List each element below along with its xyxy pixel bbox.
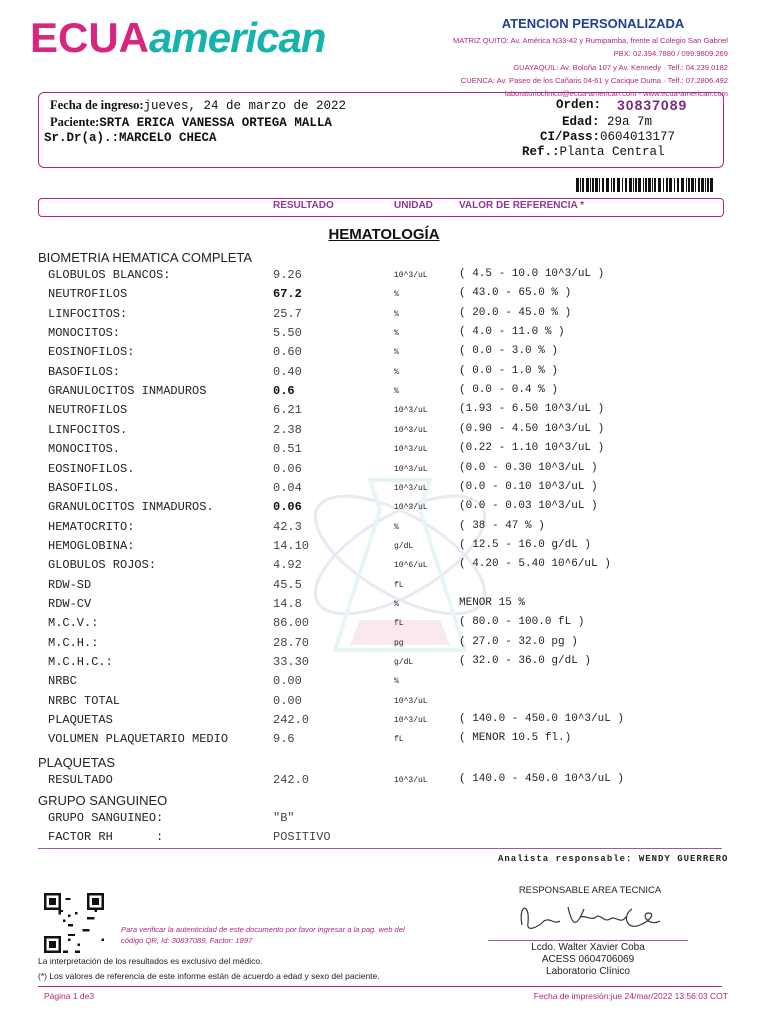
test-unit: 10^3/uL [394, 503, 428, 513]
table-row [0, 827, 768, 846]
test-unit: % [394, 387, 399, 397]
ci-value: 0604013177 [600, 130, 676, 144]
table-row [0, 517, 768, 536]
test-unit: % [394, 367, 399, 377]
signature-line [488, 940, 688, 941]
test-reference: ( 32.0 - 36.0 g/dL ) [459, 655, 592, 667]
section-title: HEMATOLOGÍA [328, 226, 440, 243]
test-name: PLAQUETAS [48, 713, 113, 728]
orden [556, 98, 601, 112]
column-header-bar [38, 198, 724, 217]
fecha-label: Fecha de ingreso: [50, 98, 144, 112]
test-value: 14.8 [273, 596, 302, 611]
responsible-block [488, 942, 688, 978]
signature-icon [510, 895, 670, 939]
test-reference: ( 0.0 - 0.4 % ) [459, 384, 559, 397]
test-name: RESULTADO [48, 773, 113, 787]
test-name: BASOFILOS. [48, 480, 121, 495]
test-value: 2.38 [273, 422, 302, 437]
test-name: GLOBULOS ROJOS: [48, 558, 157, 573]
test-reference: ( 140.0 - 450.0 10^3/uL ) [459, 773, 625, 785]
test-name: NRBC TOTAL [48, 693, 121, 708]
contact-line: laboratorioclinico@ecua-american.com - www.ecua-american.com [505, 89, 728, 99]
test-value: "B" [273, 811, 295, 825]
test-unit: 10^3/uL [394, 776, 428, 785]
test-name: LINFOCITOS. [48, 422, 128, 437]
table-row [0, 478, 768, 497]
table-row [0, 284, 768, 303]
test-name: M.C.V.: [48, 616, 99, 631]
table-row [0, 691, 768, 710]
table-row [0, 710, 768, 729]
test-unit: 10^3/uL [394, 483, 428, 493]
test-reference: ( 140.0 - 450.0 10^3/uL ) [459, 713, 625, 726]
test-name: HEMATOCRITO: [48, 519, 135, 534]
test-value: 4.92 [273, 558, 302, 573]
group-title: PLAQUETAS [38, 755, 116, 770]
test-name: NRBC [48, 674, 77, 689]
table-row [0, 594, 768, 613]
responsible-id: ACESS 0604706069 [541, 954, 635, 965]
table-row [0, 536, 768, 555]
test-value: 9.26 [273, 268, 302, 282]
test-unit: pg [394, 638, 404, 648]
analista-responsable: Analista responsable: WENDY GUERRERO [498, 854, 729, 864]
table-row [0, 342, 768, 361]
table-row [0, 420, 768, 439]
test-unit: g/dL [394, 658, 414, 667]
qr-code-icon[interactable] [44, 893, 104, 953]
test-reference: ( 0.0 - 3.0 % ) [459, 345, 559, 358]
test-name: EOSINOFILOS. [48, 461, 135, 476]
test-reference: ( MENOR 10.5 fl.) [459, 732, 572, 745]
test-unit: 10^6/uL [394, 561, 428, 571]
doctor-value: MARCELO CHECA [119, 131, 217, 145]
test-value: 0.06 [273, 500, 302, 515]
test-reference: ( 27.0 - 32.0 pg ) [459, 635, 578, 648]
table-row [0, 459, 768, 478]
test-unit: 10^3/uL [394, 271, 428, 280]
table-row [0, 613, 768, 632]
test-value: 33.30 [273, 655, 310, 669]
test-reference: (1.93 - 6.50 10^3/uL ) [459, 403, 605, 416]
test-unit: % [394, 309, 399, 319]
test-name: GRANULOCITOS INMADUROS. [48, 500, 214, 515]
test-name: MONOCITOS: [48, 326, 121, 341]
referencia-lugar [522, 145, 665, 159]
test-value: 0.00 [273, 674, 302, 689]
table-row [0, 304, 768, 323]
table-row [0, 323, 768, 342]
table-row [0, 652, 768, 671]
table-row [0, 362, 768, 381]
verify-text: Para verificar la autenticidad de este documento por favor ingresar a la pag. web del código QR, Id: 30837089, Factor: 1897 [121, 925, 405, 945]
responsible-title: RESPONSABLE AREA TECNICA [518, 885, 662, 896]
test-value: 0.6 [273, 384, 295, 399]
ref-value: Planta Central [559, 145, 665, 159]
table-row [0, 575, 768, 594]
test-unit: 10^3/uL [394, 445, 428, 455]
test-reference: ( 4.5 - 10.0 10^3/uL ) [459, 268, 605, 280]
test-name: HEMOGLOBINA: [48, 538, 135, 553]
test-value: 0.00 [273, 693, 302, 708]
test-value: 28.70 [273, 635, 310, 650]
table-row [0, 265, 768, 284]
test-name: LINFOCITOS: [48, 306, 128, 321]
test-reference: ( 80.0 - 100.0 fL ) [459, 616, 585, 629]
test-value: 6.21 [273, 403, 302, 418]
company-logo [30, 12, 325, 64]
test-unit: % [394, 290, 399, 300]
responsible-dept: Laboratorio Clínico [546, 966, 630, 977]
table-row [0, 497, 768, 516]
footer-divider [38, 986, 722, 987]
test-reference: ( 20.0 - 45.0 % ) [459, 306, 572, 319]
table-row [0, 555, 768, 574]
test-name: NEUTROFILOS [48, 403, 128, 418]
ref-label: Ref.: [522, 145, 560, 159]
contact-line: MATRIZ QUITO: Av. América N33-42 y Rumipamba, frente al Colegio San Gabriel [452, 36, 728, 45]
test-unit: fL [394, 735, 404, 745]
test-reference: (0.0 - 0.30 10^3/uL ) [459, 461, 598, 474]
test-value: 45.5 [273, 577, 302, 592]
test-reference: ( 12.5 - 16.0 g/dL ) [459, 538, 592, 551]
test-value: 0.40 [273, 364, 302, 379]
column-resultado: RESULTADO [273, 200, 334, 211]
page-number: Página 1 de3 [44, 991, 95, 1001]
test-value: 9.6 [273, 732, 295, 747]
test-name: M.C.H.C.: [48, 655, 113, 669]
logo-part-1: ECUA [30, 14, 150, 61]
test-name: FACTOR RH : [48, 830, 164, 845]
test-value: 242.0 [273, 773, 310, 787]
test-value: POSITIVO [273, 830, 331, 845]
test-unit: fL [394, 580, 404, 590]
table-row [0, 381, 768, 400]
ci-label: CI/Pass: [540, 130, 601, 144]
test-unit: % [394, 348, 399, 358]
test-name: GRUPO SANGUINEO: [48, 811, 164, 825]
test-reference: (0.0 - 0.03 10^3/uL ) [459, 500, 598, 513]
test-value: 86.00 [273, 616, 310, 631]
header-title: ATENCION PERSONALIZADA [501, 16, 685, 31]
test-reference: ( 38 - 47 % ) [459, 519, 545, 532]
test-unit: % [394, 677, 399, 687]
paciente-label: Paciente: [50, 115, 100, 129]
test-name: MONOCITOS. [48, 442, 121, 457]
test-name: RDW-SD [48, 577, 92, 592]
test-reference: (0.0 - 0.10 10^3/uL ) [459, 480, 598, 493]
test-reference: (0.90 - 4.50 10^3/uL ) [459, 422, 605, 435]
column-unidad: UNIDAD [394, 200, 433, 211]
test-name: GRANULOCITOS INMADUROS [48, 384, 207, 399]
test-unit: % [394, 522, 399, 532]
test-reference: ( 4.0 - 11.0 % ) [459, 326, 565, 339]
column-referencia: VALOR DE REFERENCIA * [459, 200, 585, 211]
test-name: BASOFILOS: [48, 364, 121, 379]
print-date: Fecha de impresión:jue 24/mar/2022 13:56:03 COT [533, 991, 728, 1001]
test-reference: MENOR 15 % [459, 596, 526, 609]
test-value: 67.2 [273, 287, 302, 302]
test-reference: ( 4.20 - 5.40 10^6/uL ) [459, 558, 611, 571]
test-unit: % [394, 329, 399, 339]
orden-number: 30837089 [617, 97, 688, 113]
contact-line: CUENCA: Av. Paseo de los Cañaris 04-61 y Cacique Duma · Telf.: 07.2806.492 [460, 75, 728, 85]
edad-value: 29a 7m [607, 115, 653, 129]
test-reference: ( 0.0 - 1.0 % ) [459, 364, 559, 377]
disclaimer-interpretation: La interpretación de los resultados es exclusivo del médico. [38, 956, 263, 966]
test-unit: g/dL [394, 541, 414, 551]
test-name: NEUTROFILOS [48, 287, 128, 302]
table-row [0, 770, 768, 789]
group-title: GRUPO SANGUINEO [38, 793, 168, 808]
test-value: 242.0 [273, 713, 310, 728]
edad [562, 115, 652, 129]
test-reference: ( 43.0 - 65.0 % ) [459, 287, 572, 300]
contact-line: PBX: 02.394.7880 / 099.9809.269 [613, 49, 728, 59]
test-unit: 10^3/uL [394, 716, 428, 726]
test-name: GLOBULOS BLANCOS: [48, 268, 171, 282]
test-name: RDW-CV [48, 596, 92, 611]
doctor-label: Sr.Dr(a).: [44, 131, 120, 145]
edad-label: Edad: [562, 115, 600, 129]
test-value: 14.10 [273, 538, 310, 553]
table-row [0, 729, 768, 748]
test-value: 0.51 [273, 442, 302, 457]
test-name: EOSINOFILOS: [48, 345, 135, 360]
test-unit: % [394, 599, 399, 609]
test-value: 0.60 [273, 345, 302, 360]
contact-block [388, 16, 728, 100]
test-value: 25.7 [273, 306, 302, 321]
test-reference: (0.22 - 1.10 10^3/uL ) [459, 442, 605, 455]
logo-part-2: american [149, 14, 326, 61]
table-row [0, 808, 768, 827]
table-row [0, 400, 768, 419]
test-name: VOLUMEN PLAQUETARIO MEDIO [48, 732, 229, 747]
orden-label: Orden: [556, 98, 602, 112]
group-title: BIOMETRIA HEMATICA COMPLETA [38, 250, 253, 265]
table-row [0, 633, 768, 652]
test-unit: 10^3/uL [394, 425, 428, 435]
fecha-ingreso [50, 98, 346, 113]
table-row [0, 439, 768, 458]
contact-line: GUAYAQUIL: Av. Boloña 107 y Av. Kennedy · Telf.: 04.239.0182 [513, 62, 728, 72]
test-unit: 10^3/uL [394, 406, 428, 416]
doctor [44, 131, 217, 145]
test-value: 42.3 [273, 519, 302, 534]
test-name: M.C.H.: [48, 635, 99, 650]
barcode-icon [576, 178, 714, 192]
test-value: 0.04 [273, 480, 302, 495]
test-unit: 10^3/uL [394, 696, 428, 706]
paciente [50, 115, 332, 130]
test-value: 0.06 [273, 461, 302, 476]
paciente-value: SRTA ERICA VANESSA ORTEGA MALLA [99, 116, 332, 130]
divider [38, 848, 722, 849]
test-unit: fL [394, 619, 404, 629]
table-row [0, 671, 768, 690]
test-unit: 10^3/uL [394, 464, 428, 474]
fecha-value: jueves, 24 de marzo de 2022 [143, 99, 347, 113]
test-value: 5.50 [273, 326, 302, 341]
responsible-name: Lcdo. Walter Xavier Coba [531, 942, 645, 953]
disclaimer-reference: (*) Los valores de referencia de este informe están de acuerdo a edad y sexo del paciente. [38, 971, 380, 981]
ci-pass [540, 130, 675, 144]
